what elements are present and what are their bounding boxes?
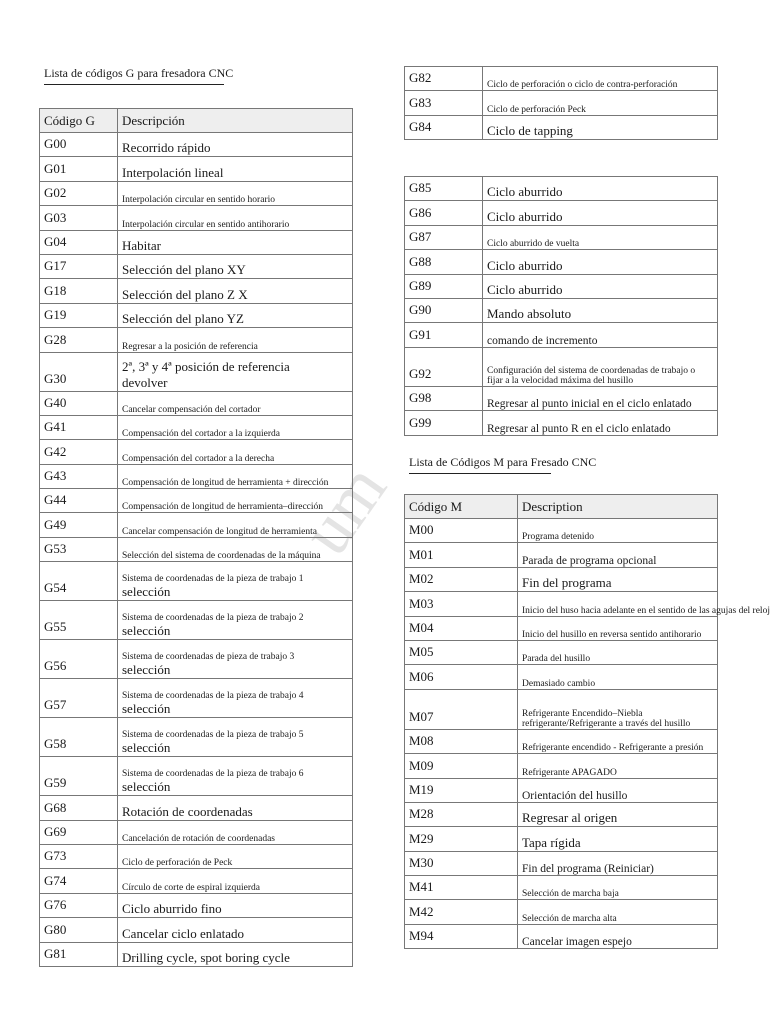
table-row bbox=[405, 640, 718, 664]
code-cell: G99 bbox=[405, 411, 483, 435]
code-cell: M19 bbox=[405, 778, 518, 802]
description-cell: Selección de marcha alta bbox=[518, 900, 718, 924]
code-cell: M05 bbox=[405, 640, 518, 664]
table-row bbox=[405, 250, 718, 274]
description-line-1: Sistema de coordenadas de la pieza de trabajo 6 bbox=[122, 769, 304, 780]
description-line-2: selección bbox=[122, 779, 171, 795]
table-row bbox=[405, 616, 718, 640]
description-cell: Selección del plano YZ bbox=[118, 303, 353, 327]
table-row bbox=[405, 592, 718, 616]
description-line-2: selección bbox=[122, 740, 171, 756]
table-row bbox=[40, 328, 353, 352]
description-cell: Cancelar ciclo enlatado bbox=[118, 918, 353, 942]
table-row bbox=[40, 869, 353, 893]
table-row bbox=[405, 900, 718, 924]
description-cell: Orientación del husillo bbox=[518, 778, 718, 802]
table-row bbox=[40, 415, 353, 439]
table-row bbox=[405, 519, 718, 543]
table-row bbox=[405, 827, 718, 851]
table-row bbox=[40, 679, 353, 718]
table-row bbox=[40, 820, 353, 844]
description-cell: Inicio del huso hacia adelante en el sentido de las agujas del reloj bbox=[518, 592, 718, 616]
description-cell: Regresar a la posición de referencia bbox=[118, 328, 353, 352]
description-cell: Interpolación lineal bbox=[118, 157, 353, 181]
description-cell: Programa detenido bbox=[518, 519, 718, 543]
code-cell: G81 bbox=[40, 942, 118, 966]
code-cell: M42 bbox=[405, 900, 518, 924]
description-cell: Compensación de longitud de herramienta + dirección bbox=[118, 464, 353, 488]
description-cell bbox=[118, 679, 353, 718]
table-row bbox=[40, 513, 353, 537]
description-cell bbox=[518, 689, 718, 729]
code-cell: G00 bbox=[40, 133, 118, 157]
description-line-2: selección bbox=[122, 701, 171, 717]
table-row bbox=[40, 757, 353, 796]
code-cell: G01 bbox=[40, 157, 118, 181]
description-cell: Recorrido rápido bbox=[118, 133, 353, 157]
description-cell bbox=[118, 757, 353, 796]
table-row bbox=[40, 796, 353, 820]
code-cell: G91 bbox=[405, 323, 483, 347]
description-cell: Tapa rígida bbox=[518, 827, 718, 851]
description-cell: Habitar bbox=[118, 230, 353, 254]
column-header-description: Description bbox=[518, 495, 718, 519]
table-row bbox=[405, 802, 718, 826]
code-cell: G30 bbox=[40, 352, 118, 391]
code-cell: M07 bbox=[405, 689, 518, 729]
code-cell: G88 bbox=[405, 250, 483, 274]
code-cell: M29 bbox=[405, 827, 518, 851]
code-cell: M30 bbox=[405, 851, 518, 875]
description-line-1: Sistema de coordenadas de la pieza de trabajo 2 bbox=[122, 613, 304, 624]
table-row bbox=[405, 115, 718, 139]
description-cell: Fin del programa bbox=[518, 567, 718, 591]
code-cell: G03 bbox=[40, 206, 118, 230]
table-row bbox=[40, 640, 353, 679]
description-line-2: fijar a la velocidad máxima del husillo bbox=[487, 375, 634, 386]
table-row bbox=[40, 845, 353, 869]
code-cell: G43 bbox=[40, 464, 118, 488]
m-codes-table bbox=[404, 494, 770, 949]
description-cell: Regresar al origen bbox=[518, 802, 718, 826]
table-row bbox=[40, 440, 353, 464]
description-cell: Regresar al punto R en el ciclo enlatado bbox=[483, 411, 718, 435]
g-codes-table-continued-2 bbox=[404, 176, 718, 436]
description-cell: Cancelar compensación del cortador bbox=[118, 391, 353, 415]
code-cell: G74 bbox=[40, 869, 118, 893]
table-row bbox=[405, 347, 718, 386]
description-cell: Cancelar imagen espejo bbox=[518, 924, 718, 948]
table-row bbox=[405, 67, 718, 91]
table-row bbox=[40, 601, 353, 640]
description-cell bbox=[483, 347, 718, 386]
code-cell: G41 bbox=[40, 415, 118, 439]
description-cell: Refrigerante encendido - Refrigerante a presión bbox=[518, 729, 718, 753]
table-row bbox=[40, 181, 353, 205]
code-cell: G57 bbox=[40, 679, 118, 718]
code-cell: M41 bbox=[405, 876, 518, 900]
code-cell: G40 bbox=[40, 391, 118, 415]
code-cell: G85 bbox=[405, 177, 483, 201]
description-line-2: refrigerante/Refrigerante a través del husillo bbox=[522, 718, 691, 729]
description-cell: Ciclo aburrido de vuelta bbox=[483, 225, 718, 249]
code-cell: G89 bbox=[405, 274, 483, 298]
code-cell: G84 bbox=[405, 115, 483, 139]
description-cell: Compensación del cortador a la derecha bbox=[118, 440, 353, 464]
code-cell: G98 bbox=[405, 386, 483, 410]
code-cell: G04 bbox=[40, 230, 118, 254]
code-cell: G02 bbox=[40, 181, 118, 205]
description-line-2: selección bbox=[122, 623, 171, 639]
description-line-2: devolver bbox=[122, 374, 168, 390]
description-cell: Cancelar compensación de longitud de herramienta bbox=[118, 513, 353, 537]
description-cell: comando de incremento bbox=[483, 323, 718, 347]
table-row bbox=[40, 254, 353, 278]
code-cell: M03 bbox=[405, 592, 518, 616]
table-row bbox=[405, 729, 718, 753]
code-cell: G42 bbox=[40, 440, 118, 464]
code-cell: G58 bbox=[40, 718, 118, 757]
description-cell: Parada de programa opcional bbox=[518, 543, 718, 567]
table-row bbox=[40, 303, 353, 327]
code-cell: M06 bbox=[405, 665, 518, 689]
description-cell: Selección del sistema de coordenadas de la máquina bbox=[118, 537, 353, 561]
table-row bbox=[40, 391, 353, 415]
g-codes-table-continued-1 bbox=[404, 66, 718, 140]
code-cell: M02 bbox=[405, 567, 518, 591]
code-cell: G69 bbox=[40, 820, 118, 844]
description-cell: Cancelación de rotación de coordenadas bbox=[118, 820, 353, 844]
code-cell: G68 bbox=[40, 796, 118, 820]
table-row bbox=[405, 411, 718, 435]
description-cell: Selección de marcha baja bbox=[518, 876, 718, 900]
code-cell: G82 bbox=[405, 67, 483, 91]
m-codes-title: Lista de Códigos M para Fresado CNC bbox=[409, 455, 551, 474]
table-row bbox=[405, 298, 718, 322]
description-line-1: Sistema de coordenadas de la pieza de trabajo 5 bbox=[122, 730, 304, 741]
table-row bbox=[40, 918, 353, 942]
code-cell: G18 bbox=[40, 279, 118, 303]
table-row bbox=[40, 942, 353, 966]
table-row bbox=[405, 177, 718, 201]
description-cell: Parada del husillo bbox=[518, 640, 718, 664]
table-row bbox=[40, 718, 353, 757]
table-row bbox=[40, 352, 353, 391]
description-cell: Compensación del cortador a la izquierda bbox=[118, 415, 353, 439]
table-row bbox=[405, 543, 718, 567]
description-cell: Inicio del husillo en reversa sentido antihorario bbox=[518, 616, 718, 640]
code-cell: G19 bbox=[40, 303, 118, 327]
table-row bbox=[405, 754, 718, 778]
description-line-1: Sistema de coordenadas de la pieza de trabajo 4 bbox=[122, 691, 304, 702]
column-header-code: Código G bbox=[40, 109, 118, 133]
description-line-2: selección bbox=[122, 662, 171, 678]
code-cell: G76 bbox=[40, 893, 118, 917]
table-row bbox=[405, 225, 718, 249]
code-cell: G80 bbox=[40, 918, 118, 942]
description-cell: Interpolación circular en sentido antihorario bbox=[118, 206, 353, 230]
table-row bbox=[40, 562, 353, 601]
table-row bbox=[405, 689, 718, 729]
table-row bbox=[40, 133, 353, 157]
description-cell: Mando absoluto bbox=[483, 298, 718, 322]
table-row bbox=[405, 91, 718, 115]
description-cell: Rotación de coordenadas bbox=[118, 796, 353, 820]
description-cell: Ciclo de perforación o ciclo de contra-perforación bbox=[483, 67, 718, 91]
description-cell: Interpolación circular en sentido horario bbox=[118, 181, 353, 205]
description-line-1: Sistema de coordenadas de la pieza de trabajo 1 bbox=[122, 574, 304, 585]
description-cell: Drilling cycle, spot boring cycle bbox=[118, 942, 353, 966]
table-row bbox=[405, 386, 718, 410]
code-cell: M00 bbox=[405, 519, 518, 543]
code-cell: G17 bbox=[40, 254, 118, 278]
description-cell: Ciclo de perforación de Peck bbox=[118, 845, 353, 869]
description-cell: Ciclo aburrido bbox=[483, 274, 718, 298]
code-cell: G86 bbox=[405, 201, 483, 225]
description-cell: Ciclo aburrido bbox=[483, 250, 718, 274]
table-row bbox=[405, 323, 718, 347]
column-header-code: Código M bbox=[405, 495, 518, 519]
code-cell: M08 bbox=[405, 729, 518, 753]
code-cell: M94 bbox=[405, 924, 518, 948]
table-row bbox=[405, 924, 718, 948]
watermark: um bbox=[287, 450, 402, 569]
code-cell: G83 bbox=[405, 91, 483, 115]
description-line-1: 2ª, 3ª y 4ª posición de referencia bbox=[122, 358, 290, 374]
description-cell: Ciclo aburrido bbox=[483, 201, 718, 225]
description-cell: Ciclo aburrido fino bbox=[118, 893, 353, 917]
description-line-1: Refrigerante Encendido–Niebla bbox=[522, 708, 643, 719]
code-cell: G59 bbox=[40, 757, 118, 796]
code-cell: G92 bbox=[405, 347, 483, 386]
table-row bbox=[40, 279, 353, 303]
description-cell bbox=[118, 601, 353, 640]
description-cell: Ciclo aburrido bbox=[483, 177, 718, 201]
g-codes-title: Lista de códigos G para fresadora CNC bbox=[44, 66, 224, 85]
code-cell: M04 bbox=[405, 616, 518, 640]
description-line-2: selección bbox=[122, 584, 171, 600]
description-cell: Regresar al punto inicial en el ciclo enlatado bbox=[483, 386, 718, 410]
description-cell bbox=[118, 718, 353, 757]
description-line-1: Configuración del sistema de coordenadas de trabajo o bbox=[487, 365, 696, 376]
description-cell: Selección del plano XY bbox=[118, 254, 353, 278]
code-cell: G49 bbox=[40, 513, 118, 537]
description-cell: Ciclo de tapping bbox=[483, 115, 718, 139]
table-row bbox=[40, 206, 353, 230]
table-row bbox=[40, 230, 353, 254]
table-row bbox=[405, 876, 718, 900]
g-codes-table bbox=[39, 108, 353, 967]
table-row bbox=[405, 201, 718, 225]
description-cell: Refrigerante APAGADO bbox=[518, 754, 718, 778]
description-cell: Ciclo de perforación Peck bbox=[483, 91, 718, 115]
description-cell: Fin del programa (Reiniciar) bbox=[518, 851, 718, 875]
code-cell: G87 bbox=[405, 225, 483, 249]
table-row bbox=[40, 464, 353, 488]
description-cell: Selección del plano Z X bbox=[118, 279, 353, 303]
code-cell: G44 bbox=[40, 489, 118, 513]
code-cell: M09 bbox=[405, 754, 518, 778]
code-cell: G55 bbox=[40, 601, 118, 640]
description-cell bbox=[118, 352, 353, 391]
description-cell bbox=[118, 640, 353, 679]
table-row bbox=[40, 893, 353, 917]
code-cell: G28 bbox=[40, 328, 118, 352]
table-row bbox=[40, 489, 353, 513]
code-cell: M01 bbox=[405, 543, 518, 567]
column-header-description: Descripción bbox=[118, 109, 353, 133]
table-row bbox=[405, 778, 718, 802]
table-row bbox=[405, 851, 718, 875]
description-cell: Demasiado cambio bbox=[518, 665, 718, 689]
code-cell: M28 bbox=[405, 802, 518, 826]
table-row bbox=[40, 537, 353, 561]
code-cell: G53 bbox=[40, 537, 118, 561]
description-cell: Círculo de corte de espiral izquierda bbox=[118, 869, 353, 893]
code-cell: G56 bbox=[40, 640, 118, 679]
description-line-1: Sistema de coordenadas de pieza de trabajo 3 bbox=[122, 652, 295, 663]
table-row bbox=[405, 567, 718, 591]
table-row bbox=[405, 665, 718, 689]
code-cell: G54 bbox=[40, 562, 118, 601]
table-row bbox=[405, 274, 718, 298]
description-cell bbox=[118, 562, 353, 601]
description-cell: Compensación de longitud de herramienta–dirección bbox=[118, 489, 353, 513]
code-cell: G73 bbox=[40, 845, 118, 869]
code-cell: G90 bbox=[405, 298, 483, 322]
table-row bbox=[40, 157, 353, 181]
